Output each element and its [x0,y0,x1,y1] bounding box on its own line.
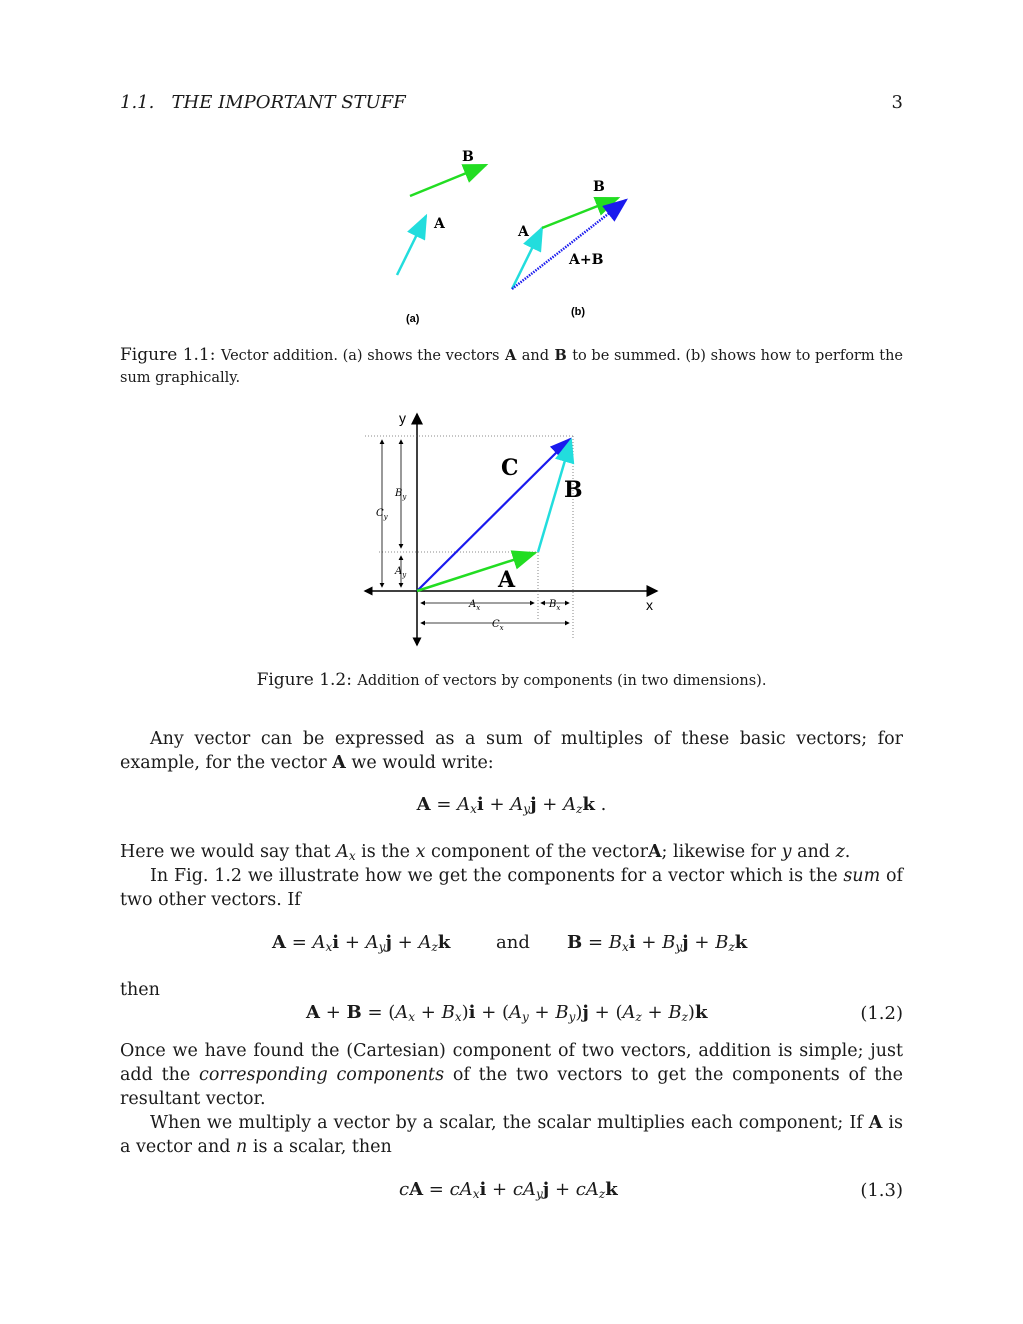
y-axis-label: y [399,410,406,426]
paragraph-3 [120,864,903,912]
caption-text: Addition of vectors by components (in two dimensions). [357,673,767,689]
caption-prefix: Figure 1.1: [120,345,216,365]
para2-x: x [415,842,426,862]
para2-text-4: ; likewise for [661,842,777,862]
vector-a-a [397,216,426,275]
label-a-plus-b: A+B [569,252,604,268]
x-axis-label: x [646,597,653,613]
equation-and: and [496,932,530,953]
equation-1-2: $A + B = (A_x + B_x)i + (A_y + B_y)j + (A_z + B_z)k$ [306,1002,708,1024]
panel-a-label: (a) [406,313,420,325]
para4-text-2: of the two vectors to get the components of the resultant vector. [120,1065,903,1109]
paragraph-2: Here we would say that $A_x$ is the x component of the vectorA; likewise for y and z. [120,842,851,863]
caption-text-2: to be summed. (b) shows how to perform the sum graphically. [120,348,904,386]
equation-a-components: $A = A_xi + A_yj + A_zk$ [272,932,451,954]
para3-sum: sum [843,866,881,886]
label-a-a: A [434,216,445,232]
text-then: then [120,980,160,1000]
vector-sum-ab [512,200,626,289]
para2-text-3: component of the vector [431,842,648,862]
label-b: B [564,477,583,503]
figure-1-2-caption [0,670,1023,692]
equation-b-components: $B = B_xi + B_yj + B_zk$ [567,932,748,954]
caption-a: A [504,347,517,364]
para5-text-1: When we multiply a vector by a scalar, the scalar multiplies each component; If [150,1113,863,1133]
equation-1-3: cA = $cA_xi + cA_yj + cA_zk$ [399,1179,618,1201]
running-header-title: 1.1. THE IMPORTANT STUFF [120,92,406,113]
dim-label-by: $B_y$ [395,488,407,501]
paragraph-5 [120,1111,903,1159]
para4-text-1: Once we have found the (Cartesian) component of two vectors, addition is simple; just add the [120,1041,903,1085]
para5-n: n [236,1137,248,1157]
vector-b-b [542,198,618,228]
figure-1-1 [380,140,660,330]
para2-text-6: . [844,842,851,862]
dim-label-cy: $C_y$ [376,508,388,521]
label-b-b: B [593,179,605,195]
para3-text-2: of two other vectors. If [120,866,903,910]
para5-text-3: is a scalar, then [252,1137,392,1157]
para3-text-1: In Fig. 1.2 we illustrate how we get the components for a vector which is the [150,866,838,886]
label-a-b: A [518,224,529,240]
figure-1-2 [355,400,675,650]
paragraph-4 [120,1039,903,1111]
equation-vector-components: $A = A_xi + A_yj + A_zk$ . [416,794,607,816]
dim-label-cx: $C_x$ [492,619,504,632]
paragraph-1 [120,727,903,775]
vector-c [417,439,570,591]
caption-and: and [521,348,549,364]
dim-label-ax: $A_x$ [469,599,481,612]
caption-b: B [554,347,567,364]
dim-label-ay: $A_y$ [395,566,407,579]
dim-label-bx: $B_x$ [549,599,561,612]
para2-y: y [781,842,792,862]
para5-text-2: is a vector and [120,1113,903,1157]
para2-z: z [835,842,845,862]
para2-text-5: and [797,842,830,862]
para2-text-2: is the [361,842,410,862]
caption-text-1: Vector addition. (a) shows the vectors [220,348,500,364]
page-number: 3 [891,92,903,113]
para1-text-1: Any vector can be expressed as a sum of multiples of these basic vectors; for example, for the vector [120,729,903,773]
label-b-a: B [462,149,474,165]
label-a: A [498,567,516,593]
para4-emphasis: corresponding components [199,1065,445,1085]
figure-1-1-caption [120,345,903,389]
equation-number-1-3: (1.3) [860,1180,903,1201]
panel-b-label: (b) [571,306,586,318]
para1-text-2: we would write: [351,753,494,773]
equation-number-1-2: (1.2) [860,1003,903,1024]
para1-vector-a: A [332,753,346,773]
para2-text-1: Here we would say that [120,842,331,862]
label-c: C [501,455,519,481]
para5-vector-a: A [868,1113,883,1133]
vector-b-a [410,165,486,196]
caption-prefix: Figure 1.2: [256,670,352,690]
